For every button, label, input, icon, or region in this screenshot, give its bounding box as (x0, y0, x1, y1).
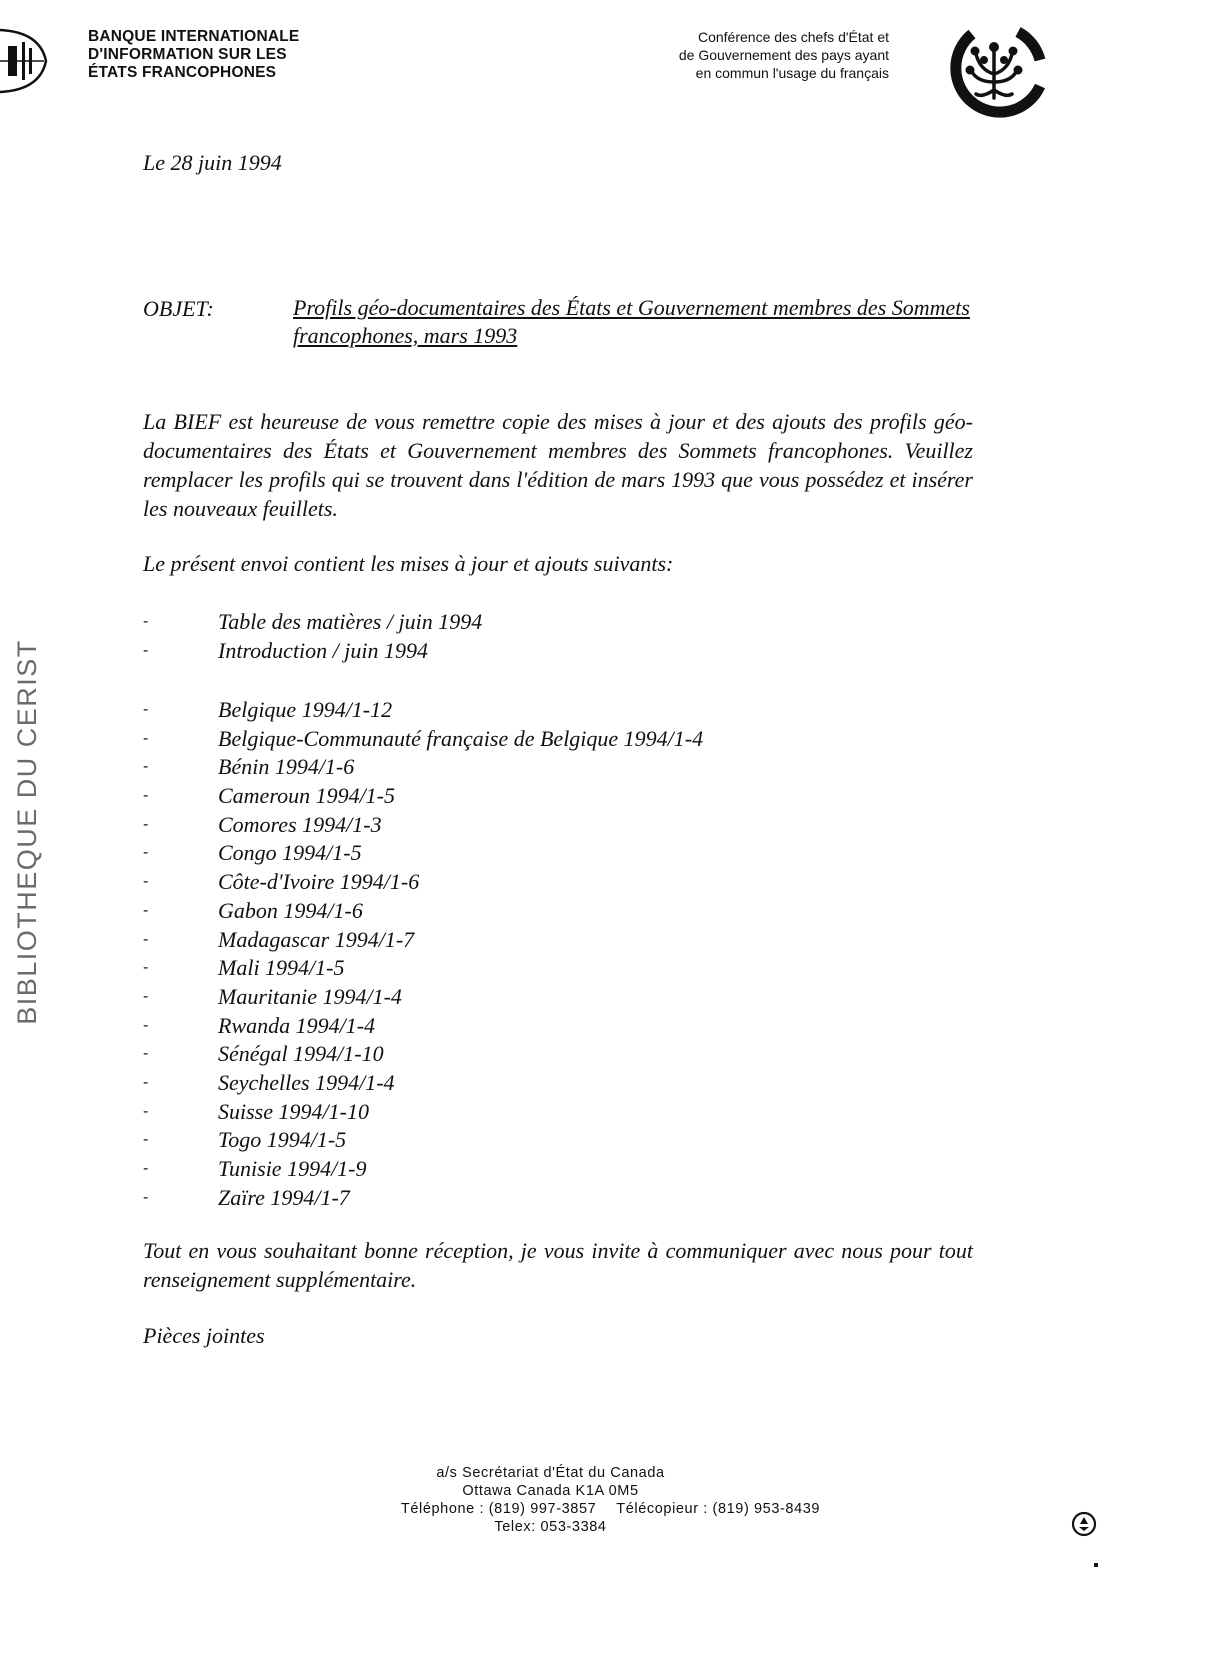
list-item-text: Gabon 1994/1-6 (218, 897, 363, 923)
bief-name-line: BANQUE INTERNATIONALE (88, 28, 300, 45)
list-dash: - (143, 701, 149, 718)
list-item-text: Mali 1994/1-5 (218, 955, 345, 981)
list-dash: - (143, 1016, 149, 1034)
list-item-text: Madagascar 1994/1-7 (218, 926, 415, 952)
list-item-text: Belgique-Communauté française de Belgique 1994/1-4 (218, 725, 704, 751)
scan-speck (1094, 1563, 1098, 1567)
intro-paragraph: La BIEF est heureuse de vous remettre copie des mises à jour et des ajouts des profils géo-documentaires des États et Gouvernement membres des Sommets francophones. Veuillez remplacer les profils qui se trouvent dans l'édition de mars 1993 que vous possédez et insérer les nouveaux feuillets. (143, 409, 973, 521)
list-dash: - (143, 815, 149, 833)
list-dash: - (143, 873, 149, 891)
list-dash: - (143, 987, 149, 1005)
list-dash: - (143, 1102, 149, 1120)
list-dash: - (143, 787, 149, 805)
footer-address-line: a/s Secrétariat d'État du Canada (436, 1465, 665, 1481)
object-label: OBJET: (143, 296, 214, 321)
bief-name-line: D'INFORMATION SUR LES (88, 46, 287, 63)
list-item-text: Congo 1994/1-5 (218, 840, 362, 866)
list-dash: - (143, 1045, 149, 1063)
list-dash: - (143, 1160, 149, 1177)
footer-phone: Téléphone : (819) 997-3857 (400, 1501, 597, 1517)
list-dash: - (143, 930, 149, 948)
list-item-text: Bénin 1994/1-6 (218, 754, 355, 780)
list-dash: - (143, 959, 149, 977)
conference-name-line: de Gouvernement des pays ayant (678, 47, 889, 63)
list-item-text: Suisse 1994/1-10 (218, 1098, 369, 1124)
recycled-paper-icon (1071, 1511, 1097, 1537)
list-item-text: Sénégal 1994/1-10 (218, 1041, 384, 1067)
list-item-text: Comores 1994/1-3 (218, 811, 382, 837)
list-dash: - (143, 901, 149, 919)
footer-city-line: Ottawa Canada K1A 0M5 (462, 1483, 639, 1499)
conference-name-line: en commun l'usage du français (695, 65, 889, 81)
list-item-text: Cameroun 1994/1-5 (218, 783, 396, 809)
closing-paragraph: Tout en vous souhaitant bonne réception, je vous invite à communiquer avec nous pour tout renseignement supplémentaire. (143, 1238, 973, 1292)
footer-fax: Télécopieur : (819) 953-8439 (616, 1501, 821, 1517)
footer-contact-line (0, 1500, 1221, 1518)
conference-name (679, 28, 889, 82)
list-dash: - (143, 844, 149, 862)
list-item-text: Tunisie 1994/1-9 (218, 1156, 367, 1181)
list-dash: - (143, 641, 149, 659)
list-item-text: Table des matières / juin 1994 (218, 609, 483, 634)
letter-date: Le 28 juin 1994 (143, 150, 282, 175)
conference-name-line: Conférence des chefs d'État et (697, 29, 889, 45)
list-dash: - (143, 729, 149, 747)
contents-intro: Le présent envoi contient les mises à jour et ajouts suivants: (143, 551, 674, 576)
object-text: Profils géo-documentaires des États et Gouvernement membres des Sommets francophones, mars 1993 (293, 295, 970, 348)
list-item-text: Seychelles 1994/1-4 (218, 1069, 395, 1095)
list-dash: - (143, 1131, 149, 1149)
list-item-text: Rwanda 1994/1-4 (218, 1012, 376, 1038)
attachments-note: Pièces jointes (143, 1323, 265, 1348)
list-item-text: Introduction / juin 1994 (218, 637, 429, 663)
list-item-text: Belgique 1994/1-12 (218, 697, 393, 722)
list-item-text: Côte-d'Ivoire 1994/1-6 (218, 869, 420, 895)
list-item-text: Zaïre 1994/1-7 (218, 1184, 350, 1210)
list-item-text: Togo 1994/1-5 (218, 1127, 347, 1153)
list-dash: - (143, 1073, 149, 1091)
list-dash: - (143, 613, 149, 630)
list-item-text: Mauritanie 1994/1-4 (218, 983, 402, 1009)
francophonie-summit-emblem-icon (942, 20, 1046, 124)
list-dash: - (143, 1188, 149, 1206)
footer-telex: Telex: 053-3384 (494, 1519, 607, 1535)
footer-address (0, 1464, 1221, 1536)
bief-emblem-icon (0, 24, 52, 98)
bief-name (88, 28, 299, 82)
bief-name-line: ÉTATS FRANCOPHONES (88, 64, 277, 81)
list-dash: - (143, 758, 149, 776)
library-watermark: BIBLIOTHEQUE DU CERIST (12, 639, 42, 1025)
